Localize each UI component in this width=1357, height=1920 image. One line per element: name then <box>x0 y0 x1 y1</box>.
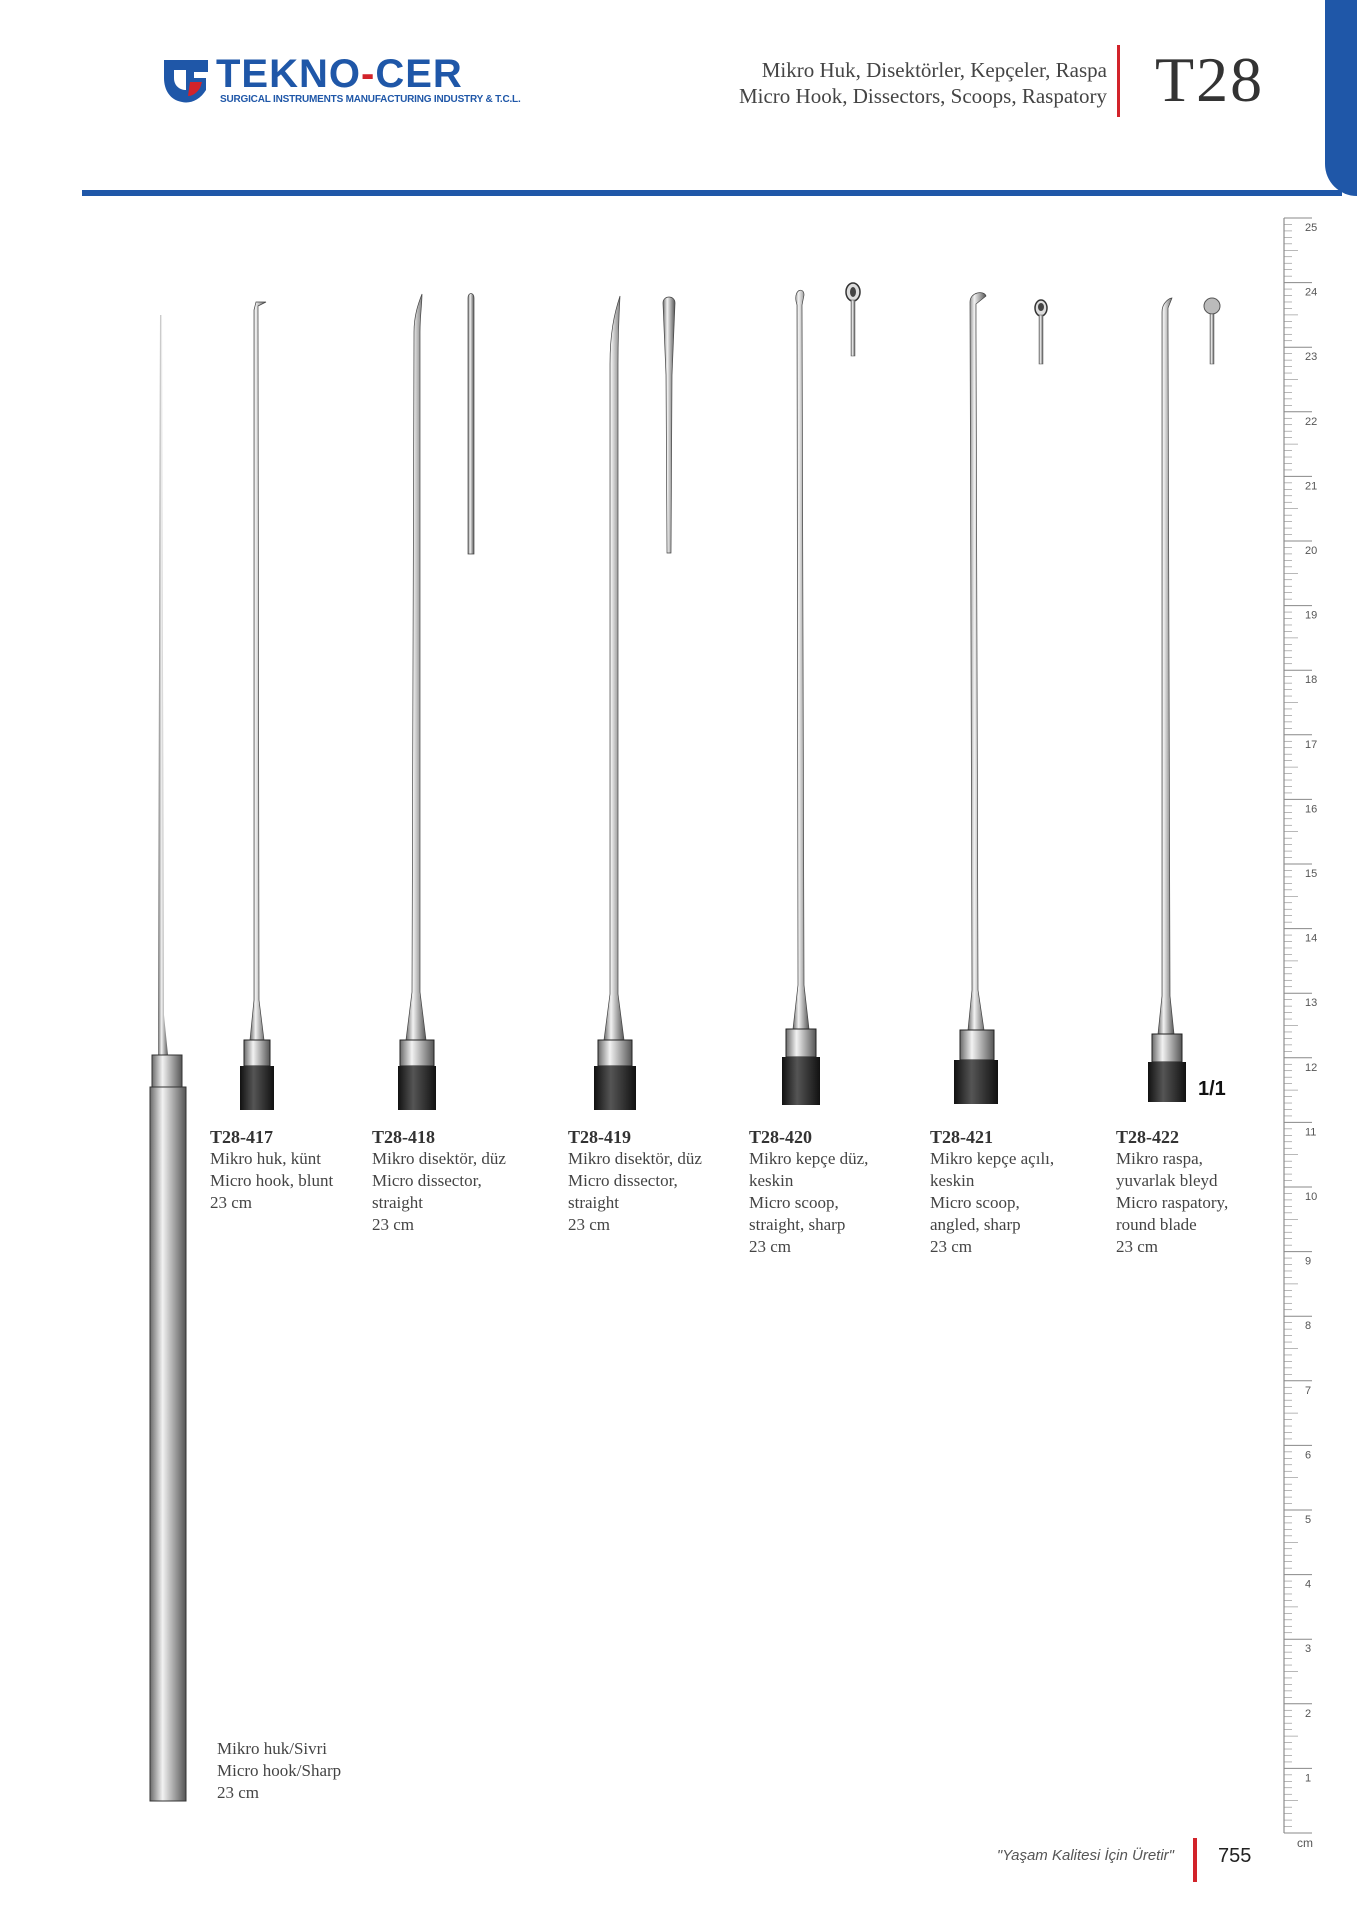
instrument-t28-419-illustration <box>590 294 640 1112</box>
product-code: T28-422 <box>1116 1127 1179 1147</box>
brand-logo <box>160 52 521 112</box>
product-desc-line: angled, sharp <box>930 1215 1021 1234</box>
ruler-label: 23 <box>1305 351 1318 364</box>
instrument-t28-420-illustration <box>776 285 826 1107</box>
ruler-unit-label: cm <box>1297 1836 1313 1850</box>
product-desc-line: straight <box>372 1193 423 1212</box>
ruler-label: 13 <box>1305 997 1318 1010</box>
product-code: T28-417 <box>210 1127 273 1147</box>
ruler-label: 15 <box>1305 868 1318 880</box>
header-rule <box>82 190 1342 196</box>
product-size: 23 cm <box>749 1237 792 1256</box>
product-desc-line: Mikro huk/Sivri <box>217 1739 328 1758</box>
product-caption-t28-418 <box>372 1126 506 1236</box>
ruler-label: 18 <box>1305 674 1318 687</box>
product-code: T28-420 <box>749 1127 812 1147</box>
brand-subtitle: SURGICAL INSTRUMENTS MANUFACTURING INDUSTRY & T.C.L. <box>220 94 521 105</box>
series-code: T28 <box>1155 44 1265 115</box>
ruler-label: 1 <box>1305 1772 1312 1785</box>
instrument-t28-421-tip-detail <box>1030 298 1052 366</box>
instrument-t28-417-illustration <box>232 300 282 1112</box>
product-code: T28-421 <box>930 1127 993 1147</box>
product-caption-t28-417 <box>210 1126 333 1214</box>
product-desc-line: yuvarlak bleyd <box>1116 1171 1218 1190</box>
product-size: 23 cm <box>217 1783 260 1802</box>
logo-mark-icon <box>160 56 212 106</box>
header-corner-decoration <box>1325 0 1357 196</box>
instrument-t28-420-tip-detail <box>842 282 864 358</box>
product-desc-line: keskin <box>749 1171 794 1190</box>
instrument-t28-422-illustration <box>1142 296 1192 1104</box>
ruler-label: 5 <box>1305 1514 1312 1526</box>
footer-slogan: "Yaşam Kalitesi İçin Üretir" <box>996 1847 1174 1864</box>
instrument-t28-418-tip-detail <box>462 292 480 557</box>
ruler-label: 14 <box>1305 932 1318 945</box>
product-desc-line: Micro dissector, <box>372 1171 482 1190</box>
series-divider <box>1117 45 1120 117</box>
product-size: 23 cm <box>1116 1237 1159 1256</box>
micro-hook-sharp-illustration <box>148 315 200 1805</box>
product-desc-line: Micro scoop, <box>749 1193 839 1212</box>
product-size: 23 cm <box>210 1193 253 1212</box>
product-desc-line: Mikro disektör, düz <box>372 1149 506 1168</box>
ruler-label: 16 <box>1305 803 1318 816</box>
product-size: 23 cm <box>372 1215 415 1234</box>
product-desc-line: Micro raspatory, <box>1116 1193 1229 1212</box>
footer-divider <box>1193 1838 1197 1882</box>
product-size: 23 cm <box>568 1215 611 1234</box>
product-desc-line: Micro hook, blunt <box>210 1171 334 1190</box>
product-desc-line: Mikro disektör, düz <box>568 1149 702 1168</box>
ruler-label: 24 <box>1305 286 1318 299</box>
product-desc-line: Micro dissector, <box>568 1171 678 1190</box>
ruler-label: 11 <box>1305 1126 1317 1139</box>
series-title-en: Micro Hook, Dissectors, Scoops, Raspatory <box>738 84 1107 108</box>
series-title-tr: Mikro Huk, Disektörler, Kepçeler, Raspa <box>761 58 1107 82</box>
cm-ruler <box>1283 214 1323 1844</box>
instrument-t28-418-illustration <box>392 292 442 1112</box>
product-desc-line: straight <box>568 1193 619 1212</box>
ruler-label: 10 <box>1305 1191 1318 1203</box>
instrument-t28-419-tip-detail <box>660 295 678 557</box>
product-caption-t28-420 <box>749 1126 868 1258</box>
brand-name: TEKNO-CER <box>216 52 463 96</box>
page-number: 755 <box>1218 1845 1252 1867</box>
product-size: 23 cm <box>930 1237 973 1256</box>
product-code: T28-418 <box>372 1127 435 1147</box>
ruler-label: 25 <box>1305 222 1318 234</box>
product-caption-t28-421 <box>930 1126 1054 1258</box>
ruler-label: 6 <box>1305 1449 1312 1462</box>
product-desc-line: Mikro huk, künt <box>210 1149 321 1168</box>
ruler-label: 20 <box>1305 545 1318 557</box>
ruler-label: 7 <box>1305 1384 1312 1397</box>
ruler-label: 3 <box>1305 1643 1312 1656</box>
product-desc-line: keskin <box>930 1171 975 1190</box>
product-desc-line: Mikro kepçe açılı, <box>930 1149 1055 1168</box>
product-desc-line: straight, sharp <box>749 1215 846 1234</box>
ruler-label: 21 <box>1305 480 1318 493</box>
ruler-label: 9 <box>1305 1255 1312 1268</box>
series-title <box>739 57 1107 109</box>
ruler-label: 17 <box>1305 738 1318 751</box>
product-desc-line: round blade <box>1116 1215 1197 1234</box>
product-desc-line: Mikro raspa, <box>1116 1149 1203 1168</box>
ruler-label: 8 <box>1305 1320 1312 1333</box>
product-desc-line: Micro scoop, <box>930 1193 1020 1212</box>
scale-indicator: 1/1 <box>1198 1078 1226 1100</box>
ruler-label: 19 <box>1305 609 1318 622</box>
product-desc-line: Mikro kepçe düz, <box>749 1149 869 1168</box>
ruler-label: 2 <box>1305 1707 1312 1720</box>
ruler-label: 4 <box>1305 1578 1312 1591</box>
ruler-label: 12 <box>1305 1061 1318 1074</box>
instrument-t28-422-tip-detail <box>1200 296 1224 366</box>
instrument-t28-421-illustration <box>952 290 1002 1105</box>
ruler-label: 22 <box>1305 415 1318 428</box>
product-caption-t28-422 <box>1116 1126 1228 1258</box>
product-desc-line: Micro hook/Sharp <box>217 1761 342 1780</box>
product-code: T28-419 <box>568 1127 631 1147</box>
product-caption-sharp-hook <box>217 1738 341 1804</box>
product-caption-t28-419 <box>568 1126 702 1236</box>
